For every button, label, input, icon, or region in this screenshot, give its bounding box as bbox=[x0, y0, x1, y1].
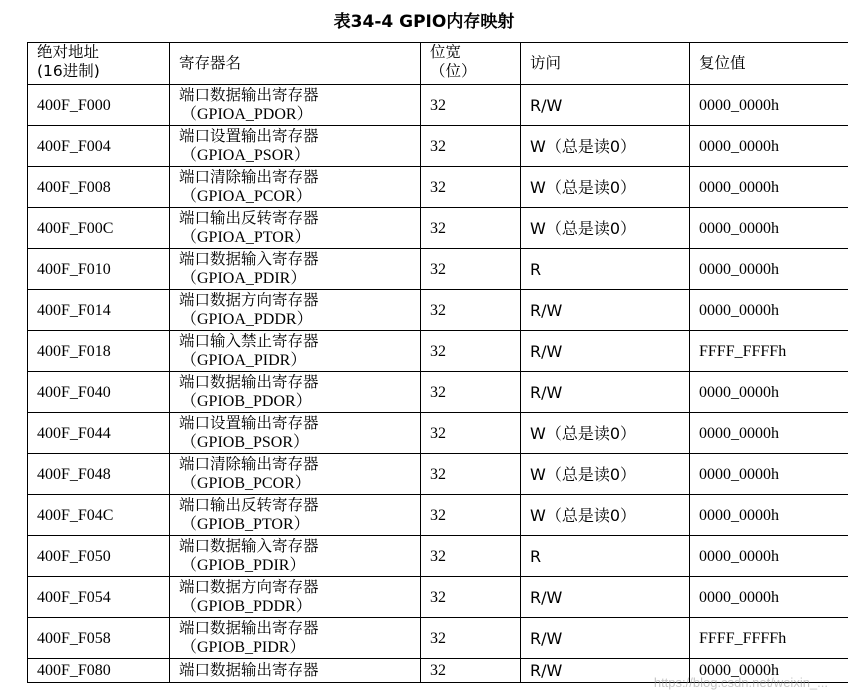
watermark: https://blog.csdn.net/weixin_... bbox=[653, 675, 828, 690]
header-reset: 复位值 bbox=[690, 43, 848, 85]
cell-address: 400F_F058 bbox=[28, 618, 170, 659]
header-width bbox=[421, 43, 521, 85]
register-abbr: （GPIOA_PDIR） bbox=[181, 270, 307, 287]
cell-register-name bbox=[170, 208, 421, 249]
table-header-row bbox=[28, 43, 848, 85]
register-abbr: （GPIOA_PIDR） bbox=[181, 352, 307, 369]
cell-access: R/W bbox=[521, 577, 690, 618]
cell-register-name bbox=[170, 659, 421, 683]
table-row bbox=[28, 618, 848, 659]
header-address bbox=[28, 43, 170, 85]
cell-reset: 0000_0000h bbox=[690, 290, 848, 331]
table-row bbox=[28, 495, 848, 536]
cell-reset: 0000_0000h bbox=[690, 454, 848, 495]
register-abbr: （GPIOA_PSOR） bbox=[181, 147, 310, 164]
cell-address: 400F_F054 bbox=[28, 577, 170, 618]
cell-access: R/W bbox=[521, 85, 690, 126]
cell-register-name bbox=[170, 126, 421, 167]
table-row bbox=[28, 249, 848, 290]
register-name: 端口数据输入寄存器 bbox=[179, 250, 319, 268]
register-name: 端口设置输出寄存器 bbox=[179, 127, 319, 145]
cell-register-name bbox=[170, 536, 421, 577]
cell-address: 400F_F000 bbox=[28, 85, 170, 126]
cell-reset: FFFF_FFFFh bbox=[690, 618, 848, 659]
cell-reset: FFFF_FFFFh bbox=[690, 331, 848, 372]
cell-width: 32 bbox=[421, 167, 521, 208]
register-name: 端口数据输出寄存器 bbox=[179, 373, 319, 391]
cell-access: W（总是读0） bbox=[521, 495, 690, 536]
register-name: 端口数据方向寄存器 bbox=[179, 578, 319, 596]
register-name: 端口设置输出寄存器 bbox=[179, 414, 319, 432]
cell-width: 32 bbox=[421, 372, 521, 413]
header-width-line1: 位宽 bbox=[430, 43, 462, 61]
header-access: 访问 bbox=[521, 43, 690, 85]
header-name: 寄存器名 bbox=[170, 43, 421, 85]
table-row bbox=[28, 372, 848, 413]
cell-register-name bbox=[170, 290, 421, 331]
cell-width: 32 bbox=[421, 126, 521, 167]
cell-address: 400F_F04C bbox=[28, 495, 170, 536]
cell-width: 32 bbox=[421, 331, 521, 372]
cell-reset: 0000_0000h bbox=[690, 372, 848, 413]
register-name: 端口输入禁止寄存器 bbox=[179, 332, 319, 350]
cell-reset: 0000_0000h bbox=[690, 249, 848, 290]
cell-width: 32 bbox=[421, 208, 521, 249]
register-name: 端口清除输出寄存器 bbox=[179, 455, 319, 473]
cell-width: 32 bbox=[421, 618, 521, 659]
cell-access: W（总是读0） bbox=[521, 208, 690, 249]
cell-register-name bbox=[170, 331, 421, 372]
cell-width: 32 bbox=[421, 413, 521, 454]
cell-access: W（总是读0） bbox=[521, 167, 690, 208]
cell-address: 400F_F004 bbox=[28, 126, 170, 167]
register-abbr: （GPIOA_PTOR） bbox=[181, 229, 311, 246]
register-abbr: （GPIOB_PIDR） bbox=[181, 639, 306, 656]
cell-reset: 0000_0000h bbox=[690, 85, 848, 126]
register-name: 端口数据输出寄存器 bbox=[179, 86, 319, 104]
cell-address: 400F_F008 bbox=[28, 167, 170, 208]
cell-access: R/W bbox=[521, 290, 690, 331]
table-row bbox=[28, 413, 848, 454]
register-abbr: （GPIOA_PDOR） bbox=[181, 106, 313, 123]
register-name: 端口清除输出寄存器 bbox=[179, 168, 319, 186]
cell-register-name bbox=[170, 495, 421, 536]
cell-address: 400F_F040 bbox=[28, 372, 170, 413]
cell-register-name bbox=[170, 413, 421, 454]
register-name: 端口数据输入寄存器 bbox=[179, 537, 319, 555]
cell-access: R/W bbox=[521, 331, 690, 372]
cell-access: R/W bbox=[521, 659, 690, 683]
cell-reset: 0000_0000h bbox=[690, 167, 848, 208]
register-name: 端口输出反转寄存器 bbox=[179, 496, 319, 514]
register-abbr: （GPIOA_PCOR） bbox=[181, 188, 312, 205]
table-caption: 表34-4 GPIO内存映射 bbox=[333, 12, 515, 32]
cell-access: R bbox=[521, 536, 690, 577]
register-abbr: （GPIOA_PDDR） bbox=[181, 311, 313, 328]
cell-address: 400F_F014 bbox=[28, 290, 170, 331]
cell-address: 400F_F018 bbox=[28, 331, 170, 372]
register-abbr: （GPIOB_PCOR） bbox=[181, 475, 311, 492]
cell-access: R/W bbox=[521, 372, 690, 413]
register-abbr: （GPIOB_PSOR） bbox=[181, 434, 310, 451]
cell-width: 32 bbox=[421, 249, 521, 290]
cell-reset: 0000_0000h bbox=[690, 413, 848, 454]
cell-address: 400F_F010 bbox=[28, 249, 170, 290]
cell-width: 32 bbox=[421, 290, 521, 331]
table-row bbox=[28, 167, 848, 208]
cell-register-name bbox=[170, 249, 421, 290]
cell-reset: 0000_0000h bbox=[690, 495, 848, 536]
register-abbr: （GPIOB_PDDR） bbox=[181, 598, 312, 615]
table-row bbox=[28, 290, 848, 331]
cell-reset: 0000_0000h bbox=[690, 126, 848, 167]
cell-address: 400F_F048 bbox=[28, 454, 170, 495]
cell-access: R bbox=[521, 249, 690, 290]
gpio-memory-map-table bbox=[27, 42, 848, 683]
table-row bbox=[28, 536, 848, 577]
cell-register-name bbox=[170, 577, 421, 618]
cell-access: R/W bbox=[521, 618, 690, 659]
cell-access: W（总是读0） bbox=[521, 413, 690, 454]
cell-address: 400F_F080 bbox=[28, 659, 170, 683]
cell-address: 400F_F00C bbox=[28, 208, 170, 249]
cell-address: 400F_F044 bbox=[28, 413, 170, 454]
cell-reset: 0000_0000h bbox=[690, 536, 848, 577]
table-row bbox=[28, 331, 848, 372]
register-abbr: （GPIOB_PDIR） bbox=[181, 557, 306, 574]
cell-register-name bbox=[170, 85, 421, 126]
register-name: 端口数据输出寄存器 bbox=[179, 619, 319, 637]
table-row bbox=[28, 126, 848, 167]
cell-width: 32 bbox=[421, 577, 521, 618]
header-address-line2: (16进制) bbox=[37, 62, 100, 80]
header-width-line2: （位） bbox=[430, 62, 477, 80]
cell-width: 32 bbox=[421, 536, 521, 577]
cell-reset: 0000_0000h bbox=[690, 659, 848, 683]
cell-address: 400F_F050 bbox=[28, 536, 170, 577]
register-name: 端口数据方向寄存器 bbox=[179, 291, 319, 309]
cell-register-name bbox=[170, 372, 421, 413]
cell-width: 32 bbox=[421, 659, 521, 683]
cell-access: W（总是读0） bbox=[521, 126, 690, 167]
register-abbr: （GPIOB_PTOR） bbox=[181, 516, 310, 533]
register-name: 端口输出反转寄存器 bbox=[179, 209, 319, 227]
table-row bbox=[28, 208, 848, 249]
cell-register-name bbox=[170, 454, 421, 495]
cell-width: 32 bbox=[421, 495, 521, 536]
table-row bbox=[28, 577, 848, 618]
cell-reset: 0000_0000h bbox=[690, 208, 848, 249]
cell-register-name bbox=[170, 618, 421, 659]
cell-register-name bbox=[170, 167, 421, 208]
register-name: 端口数据输出寄存器 bbox=[179, 661, 319, 679]
register-abbr: （GPIOB_PDOR） bbox=[181, 393, 312, 410]
cell-access: W（总是读0） bbox=[521, 454, 690, 495]
table-row bbox=[28, 454, 848, 495]
cell-width: 32 bbox=[421, 85, 521, 126]
header-address-line1: 绝对地址 bbox=[37, 43, 100, 61]
cell-width: 32 bbox=[421, 454, 521, 495]
table-row bbox=[28, 85, 848, 126]
cell-reset: 0000_0000h bbox=[690, 577, 848, 618]
